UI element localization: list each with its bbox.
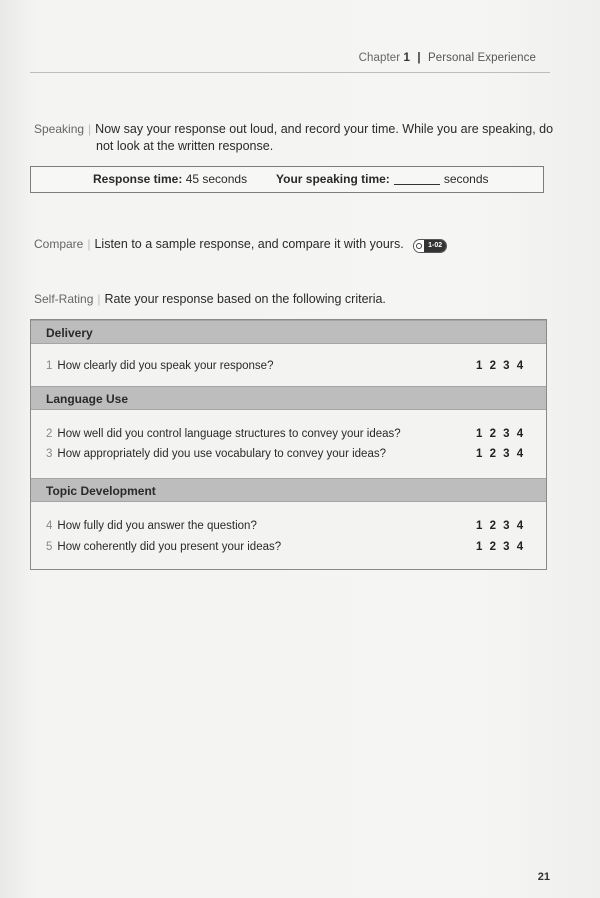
speaking-label: Speaking | bbox=[34, 122, 92, 136]
cd-icon bbox=[414, 240, 424, 252]
track-number: 1-02 bbox=[424, 240, 446, 252]
criterion-number: 1 bbox=[46, 360, 53, 372]
chapter-title: Personal Experience bbox=[427, 52, 536, 64]
criterion-number: 5 bbox=[46, 541, 53, 553]
chapter-header bbox=[359, 52, 536, 64]
response-time: Response time: 45 seconds bbox=[93, 172, 248, 186]
rating-scale[interactable]: 1 2 3 4 bbox=[476, 360, 524, 372]
self-rating-label: Self-Rating | bbox=[34, 292, 101, 306]
criterion-number: 3 bbox=[46, 448, 53, 460]
compare-text: Listen to a sample response, and compare it with yours. bbox=[94, 237, 404, 251]
category-delivery: Delivery bbox=[31, 320, 546, 344]
self-rating-instruction bbox=[34, 292, 386, 306]
criterion-row bbox=[46, 446, 546, 462]
criterion-row bbox=[46, 358, 546, 374]
chapter-word: Chapter bbox=[358, 52, 401, 64]
speaking-time-blank[interactable] bbox=[394, 172, 440, 185]
criterion-text: How clearly did you speak your response? bbox=[57, 360, 274, 372]
criterion-number: 2 bbox=[46, 428, 53, 440]
category-language-use: Language Use bbox=[31, 386, 546, 410]
rating-scale[interactable]: 1 2 3 4 bbox=[476, 428, 524, 440]
criterion-text: How appropriately did you use vocabulary to convey your ideas? bbox=[57, 448, 386, 460]
criterion-row bbox=[46, 539, 546, 555]
category-topic-development: Topic Development bbox=[31, 478, 546, 502]
compare-label: Compare | bbox=[34, 237, 91, 251]
speaking-instruction bbox=[34, 121, 554, 155]
response-time-box bbox=[30, 166, 544, 193]
chapter-number: 1 bbox=[403, 52, 411, 64]
self-rating-text: Rate your response based on the following criteria. bbox=[104, 292, 386, 306]
rating-scale[interactable]: 1 2 3 4 bbox=[476, 448, 524, 460]
criterion-row bbox=[46, 518, 546, 534]
speaking-line-2: not look at the written response. bbox=[96, 139, 274, 153]
speaking-time: Your speaking time: seconds bbox=[276, 172, 489, 186]
criterion-row bbox=[46, 426, 546, 442]
header-separator: | bbox=[417, 52, 421, 64]
audio-track-badge[interactable] bbox=[413, 239, 447, 253]
page-number: 21 bbox=[537, 871, 550, 883]
compare-instruction bbox=[34, 237, 447, 253]
criterion-text: How fully did you answer the question? bbox=[57, 520, 257, 532]
criterion-number: 4 bbox=[46, 520, 53, 532]
header-rule bbox=[30, 72, 550, 73]
criterion-text: How coherently did you present your ideas? bbox=[57, 541, 282, 553]
criterion-text: How well did you control language structures to convey your ideas? bbox=[57, 428, 401, 440]
speaking-line-1: Now say your response out loud, and record your time. While you are speaking, do bbox=[95, 122, 554, 136]
rating-scale[interactable]: 1 2 3 4 bbox=[476, 520, 524, 532]
criteria-table bbox=[30, 319, 547, 570]
rating-scale[interactable]: 1 2 3 4 bbox=[476, 541, 524, 553]
